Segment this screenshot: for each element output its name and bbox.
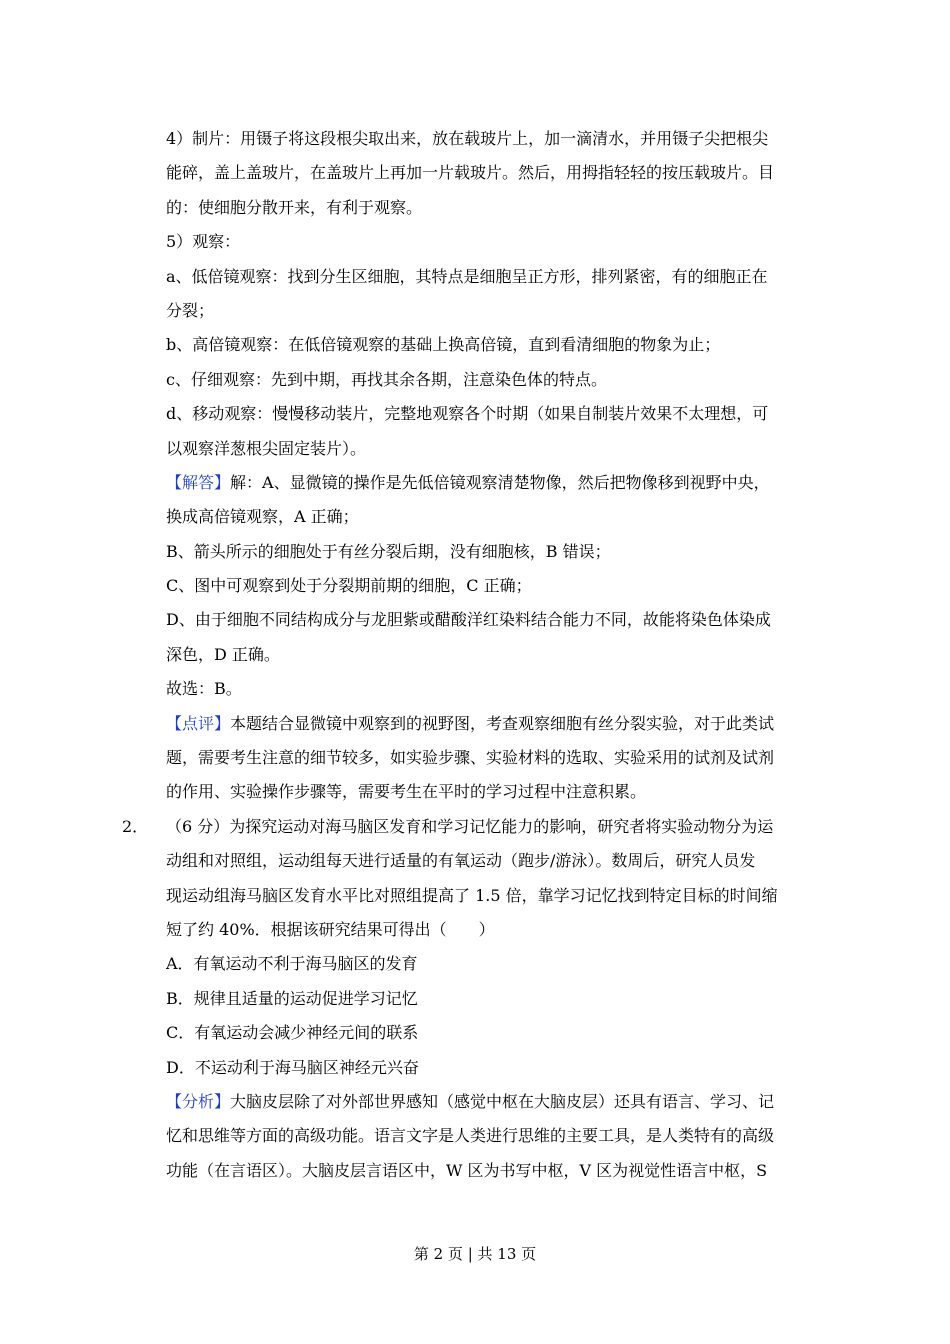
option-c: C．有氧运动会减少神经元间的联系 xyxy=(166,1023,419,1043)
option-d: D．不运动利于海马脑区神经元兴奋 xyxy=(166,1057,419,1077)
text-line: c、仔细观察：先到中期，再找其余各期，注意染色体的特点。 xyxy=(166,369,607,389)
text-line: 题，需要考生注意的细节较多，如实验步骤、实验材料的选取、实验采用的试剂及试剂 xyxy=(166,748,775,768)
answer-tag: 【解答】 xyxy=(166,472,231,492)
comment-text: 本题结合显微镜中观察到的视野图，考查观察细胞有丝分裂实验，对于此类试 xyxy=(230,713,775,733)
text-line: 换成高倍镜观察，A 正确； xyxy=(166,507,359,527)
comment-line xyxy=(166,707,810,741)
text-line: 的：使细胞分散开来，有利于观察。 xyxy=(166,197,423,217)
text-line: 功能（在言语区）。大脑皮层言语区中，W 区为书写中枢，V 区为视觉性语言中枢，S xyxy=(166,1160,768,1180)
text-line: 5）观察： xyxy=(166,232,241,252)
text-line: 的作用、实验操作步骤等，需要考生在平时的学习过程中注意积累。 xyxy=(166,782,647,802)
text-line: 故选：B。 xyxy=(166,679,242,699)
text-line: d、移动观察：慢慢移动装片，完整地观察各个时期（如果自制装片效果不太理想，可 xyxy=(166,404,769,424)
text-line: D、由于细胞不同结构成分与龙胆紫或醋酸洋红染料结合能力不同，故能将染色体染成 xyxy=(166,610,771,630)
text-line: 能碎，盖上盖玻片，在盖玻片上再加一片载玻片。然后，用拇指轻轻的按压载玻片。目 xyxy=(166,163,775,183)
question-stem-line: 短了约 40%．根据该研究结果可得出（ ） xyxy=(166,919,495,939)
comment-tag: 【点评】 xyxy=(166,713,231,733)
analysis-text: 大脑皮层除了对外部世界感知（感觉中枢在大脑皮层）还具有语言、学习、记 xyxy=(230,1091,775,1111)
text-line: 分裂； xyxy=(166,300,215,320)
text-line: b、高倍镜观察：在低倍镜观察的基础上换高倍镜，直到看清细胞的物象为止； xyxy=(166,335,721,355)
text-line: 4）制片：用镊子将这段根尖取出来，放在载玻片上，加一滴清水，并用镊子尖把根尖 xyxy=(166,129,769,148)
question-stem-text: （6 分）为探究运动对海马脑区发育和学习记忆能力的影响，研究者将实验动物分为运 xyxy=(166,816,774,836)
text-line: 以观察洋葱根尖固定装片）。 xyxy=(166,438,367,458)
question-stem-line: 2． （6 分）为探究运动对海马脑区发育和学习记忆能力的影响，研究者将实验动物分为运 xyxy=(122,816,774,836)
text-line: 深色，D 正确。 xyxy=(166,644,280,664)
question-2 xyxy=(122,810,810,1188)
option-b: B．规律且适量的运动促进学习记忆 xyxy=(166,988,418,1008)
question-stem-line: 动组和对照组，运动组每天进行适量的有氧运动（跑步/游泳）。数周后，研究人员发 xyxy=(166,851,756,871)
text-line: a、低倍镜观察：找到分生区细胞，其特点是细胞呈正方形，排列紧密，有的细胞正在 xyxy=(166,266,768,286)
question-stem-line: 现运动组海马脑区发育水平比对照组提高了 1.5 倍，靠学习记忆找到特定目标的时间缩 xyxy=(166,885,778,905)
page-footer: 第 2 页 | 共 13 页 xyxy=(413,1245,537,1263)
text-line: 忆和思维等方面的高级功能。语言文字是人类进行思维的主要工具，是人类特有的高级 xyxy=(166,1126,775,1146)
answer-text: 解：A、显微镜的操作是先低倍镜观察清楚物像，然后把物像移到视野中央， xyxy=(230,472,770,492)
text-line: B、箭头所示的细胞处于有丝分裂后期，没有细胞核，B 错误； xyxy=(166,541,611,561)
answer-line xyxy=(166,466,810,500)
page-content xyxy=(122,122,810,1188)
text-line: C、图中可观察到处于分裂期前期的细胞，C 正确； xyxy=(166,576,532,596)
analysis-tag: 【分析】 xyxy=(166,1091,231,1111)
option-a: A．有氧运动不利于海马脑区的发育 xyxy=(166,954,418,974)
analysis-line xyxy=(166,1085,810,1119)
